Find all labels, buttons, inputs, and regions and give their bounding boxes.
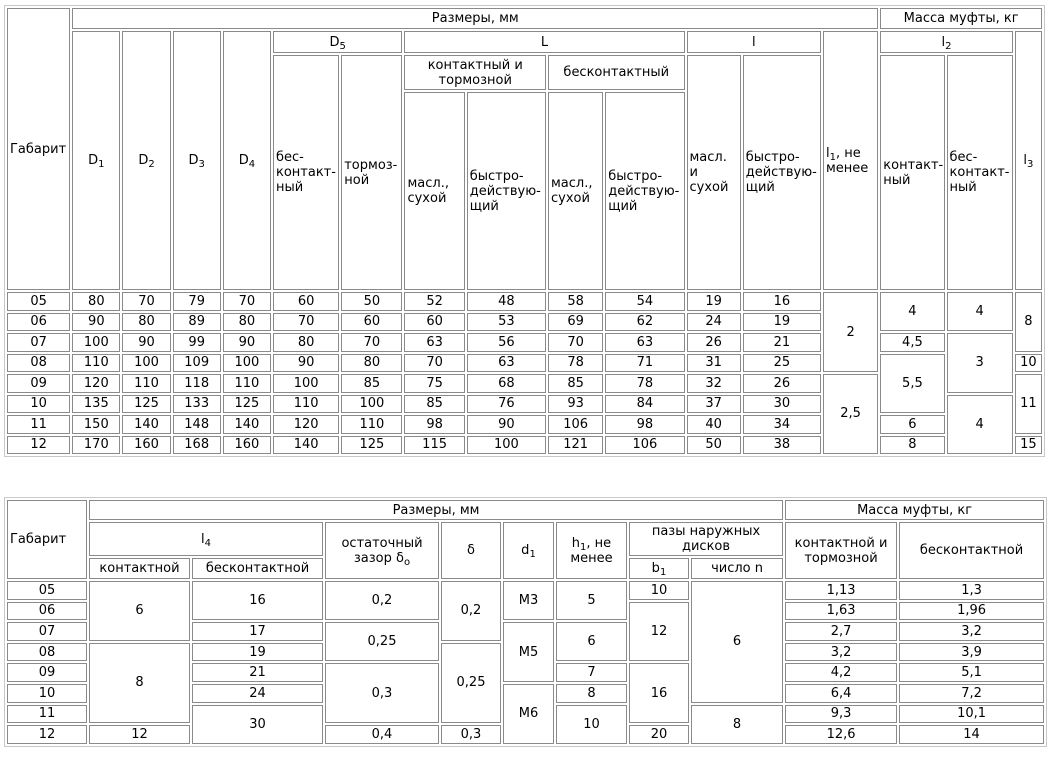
- mass-beskontakt-cell: 1,96: [899, 602, 1044, 621]
- table-cell: 16: [743, 292, 821, 311]
- mass-kontakt-cell: 1,63: [785, 602, 897, 621]
- table-cell: 110: [72, 354, 120, 373]
- table-cell: 148: [173, 415, 221, 434]
- table-cell: 110: [341, 415, 402, 434]
- table-cell: 85: [404, 395, 464, 414]
- table-cell: 140: [223, 415, 271, 434]
- gabarit-cell: 11: [7, 705, 87, 724]
- table-cell: 100: [122, 354, 170, 373]
- gabarit-cell: 12: [7, 436, 70, 454]
- chislo-cell: 6: [691, 581, 783, 703]
- header-L-k-masl: масл., сухой: [404, 92, 464, 290]
- table-cell: 100: [467, 436, 546, 454]
- gabarit-cell: 05: [7, 292, 70, 311]
- zazor-cell: 0,2: [325, 581, 439, 620]
- mass-kontakt-cell: 4: [880, 292, 944, 331]
- l4-beskontakt-cell: 24: [192, 684, 323, 703]
- header-l3: $l_3$: [1015, 31, 1042, 290]
- table-cell: 140: [273, 436, 339, 454]
- header2-l4: $l_4$: [89, 522, 323, 556]
- header2-zazor: остаточный зазор $\delta_o$: [325, 522, 439, 579]
- table-cell: 100: [341, 395, 402, 414]
- table-cell: 120: [72, 374, 120, 393]
- table-cell: 26: [743, 374, 821, 393]
- gabarit-cell: 12: [7, 725, 87, 744]
- l4-kontakt-cell: 8: [89, 643, 190, 723]
- gabarit-cell: 11: [7, 415, 70, 434]
- table-cell: 71: [605, 354, 684, 373]
- delta-cell: 0,3: [441, 725, 501, 744]
- l4-beskontakt-cell: 19: [192, 643, 323, 662]
- table-cell: 160: [223, 436, 271, 454]
- table-cell: 98: [605, 415, 684, 434]
- table-row: [7, 292, 1042, 311]
- d1-cell: М5: [503, 622, 554, 682]
- table-cell: 63: [605, 333, 684, 352]
- table-cell: 90: [122, 333, 170, 352]
- header-gabarit: Габарит: [7, 8, 70, 290]
- table-cell: 75: [404, 374, 464, 393]
- header-l1: $l_1$, не менее: [823, 31, 878, 290]
- table-cell: 100: [273, 374, 339, 393]
- header-l2: $l_2$: [880, 31, 1013, 53]
- h1-cell: 10: [556, 705, 627, 744]
- mass-kontakt-cell: 4,5: [880, 333, 944, 352]
- table-cell: 31: [687, 354, 741, 373]
- delta-cell: 0,25: [441, 643, 501, 723]
- table-cell: 85: [341, 374, 402, 393]
- header-d5-tormozn: тормоз- ной: [341, 55, 402, 290]
- header2-group-sizes: Размеры, мм: [89, 500, 783, 520]
- header-d2: $D_2$: [122, 31, 170, 290]
- h1-cell: 6: [556, 622, 627, 661]
- header-d4: $D_4$: [223, 31, 271, 290]
- table-cell: 106: [605, 436, 684, 454]
- mass-kontakt-cell: 3,2: [785, 643, 897, 662]
- h1-cell: 7: [556, 663, 627, 682]
- table-cell: 90: [72, 313, 120, 332]
- table-cell: 90: [467, 415, 546, 434]
- table-cell: 48: [467, 292, 546, 311]
- table-cell: 80: [122, 313, 170, 332]
- header2-l4-beskontakt: бесконтактной: [192, 558, 323, 579]
- l4-beskontakt-cell: 21: [192, 663, 323, 682]
- table-cell: 109: [173, 354, 221, 373]
- table-cell: 118: [173, 374, 221, 393]
- table-cell: 80: [341, 354, 402, 373]
- table-cell: 21: [743, 333, 821, 352]
- mass-beskontakt-cell: 3,2: [899, 622, 1044, 641]
- gabarit-cell: 06: [7, 602, 87, 621]
- header-d1: $D_1$: [72, 31, 120, 290]
- l1-cell: 2,5: [823, 374, 878, 454]
- header-L-b-masl: масл., сухой: [548, 92, 603, 290]
- table-cell: 100: [72, 333, 120, 352]
- table-cell: 170: [72, 436, 120, 454]
- table-cell: 168: [173, 436, 221, 454]
- header2-l4-kontakt: контактной: [89, 558, 190, 579]
- table-cell: 84: [605, 395, 684, 414]
- mass-kontakt-cell: 2,7: [785, 622, 897, 641]
- l3-cell: 15: [1015, 436, 1042, 454]
- header-mass-beskontakt: бес- контакт- ный: [947, 55, 1013, 290]
- l3-cell: 8: [1015, 292, 1042, 352]
- table-cell: 133: [173, 395, 221, 414]
- table-cell: 19: [687, 292, 741, 311]
- table-cell: 110: [273, 395, 339, 414]
- header-L: L: [404, 31, 684, 53]
- header-l-masl: масл. и сухой: [687, 55, 741, 290]
- gabarit-cell: 05: [7, 581, 87, 600]
- l3-cell: 11: [1015, 374, 1042, 434]
- table-cell: 60: [404, 313, 464, 332]
- table-cell: 69: [548, 313, 603, 332]
- table-cell: 30: [743, 395, 821, 414]
- table-cell: 121: [548, 436, 603, 454]
- header-d5: $D_5$: [273, 31, 402, 53]
- table-row: [7, 436, 1042, 454]
- mass-beskontakt-cell: 7,2: [899, 684, 1044, 703]
- table-cell: 135: [72, 395, 120, 414]
- header2-pazy: пазы наружных дисков: [629, 522, 783, 556]
- gabarit-cell: 08: [7, 354, 70, 373]
- mass-beskontakt-cell: 4: [947, 292, 1013, 331]
- table-cell: 160: [122, 436, 170, 454]
- mass-kontakt-cell: 9,3: [785, 705, 897, 724]
- b1-cell: 12: [629, 602, 689, 662]
- header-L-kontakt: контактный и тормозной: [404, 55, 546, 90]
- l4-kontakt-cell: 6: [89, 581, 190, 641]
- header2-mass-beskontakt: бесконтактной: [899, 522, 1044, 579]
- mass-kontakt-cell: 12,6: [785, 725, 897, 744]
- mass-kontakt-cell: 5,5: [880, 354, 944, 414]
- table-cell: 26: [687, 333, 741, 352]
- table2-body: [7, 581, 1044, 744]
- l3-cell: 10: [1015, 354, 1042, 373]
- header2-chislo: число n: [691, 558, 783, 579]
- table-cell: 54: [605, 292, 684, 311]
- table-cell: 90: [273, 354, 339, 373]
- table-cell: 110: [223, 374, 271, 393]
- zazor-cell: 0,4: [325, 725, 439, 744]
- chislo-cell: 8: [691, 705, 783, 744]
- table-cell: 78: [605, 374, 684, 393]
- table-cell: 79: [173, 292, 221, 311]
- table-cell: 70: [404, 354, 464, 373]
- table-cell: 63: [404, 333, 464, 352]
- table-cell: 100: [223, 354, 271, 373]
- table-cell: 62: [605, 313, 684, 332]
- mass-beskontakt-cell: 5,1: [899, 663, 1044, 682]
- gabarit-cell: 09: [7, 374, 70, 393]
- header-L-b-bystro: быстро- действую- щий: [605, 92, 684, 290]
- h1-cell: 8: [556, 684, 627, 703]
- l4-beskontakt-cell: 16: [192, 581, 323, 620]
- gabarit-cell: 09: [7, 663, 87, 682]
- mass-kontakt-cell: 6: [880, 415, 944, 434]
- mass-beskontakt-cell: 3: [947, 333, 1013, 393]
- d1-cell: М3: [503, 581, 554, 620]
- table-cell: 24: [687, 313, 741, 332]
- table-cell: 80: [223, 313, 271, 332]
- table-cell: 32: [687, 374, 741, 393]
- gabarit-cell: 10: [7, 395, 70, 414]
- table-sizes-extra: [4, 497, 1047, 747]
- header2-group-mass: Масса муфты, кг: [785, 500, 1044, 520]
- b1-cell: 20: [629, 725, 689, 744]
- table-cell: 99: [173, 333, 221, 352]
- l4-beskontakt-cell: 17: [192, 622, 323, 641]
- table-cell: 70: [548, 333, 603, 352]
- gabarit-cell: 08: [7, 643, 87, 662]
- b1-cell: 10: [629, 581, 689, 600]
- l4-beskontakt-cell: 30: [192, 705, 323, 744]
- header2-d1: $d_1$: [503, 522, 554, 579]
- table-cell: 25: [743, 354, 821, 373]
- table-cell: 63: [467, 354, 546, 373]
- d1-cell: М6: [503, 684, 554, 744]
- mass-kontakt-cell: 1,13: [785, 581, 897, 600]
- header-L-beskontakt: бесконтактный: [548, 55, 685, 90]
- table-cell: 52: [404, 292, 464, 311]
- table-row: [7, 415, 1042, 434]
- mass-beskontakt-cell: 10,1: [899, 705, 1044, 724]
- table-cell: 85: [548, 374, 603, 393]
- table-cell: 37: [687, 395, 741, 414]
- header-group-sizes: Размеры, мм: [72, 8, 878, 29]
- table-cell: 60: [273, 292, 339, 311]
- mass-beskontakt-cell: 4: [947, 395, 1013, 454]
- gabarit-cell: 07: [7, 333, 70, 352]
- h1-cell: 5: [556, 581, 627, 620]
- gabarit-cell: 07: [7, 622, 87, 641]
- table-cell: 58: [548, 292, 603, 311]
- table-cell: 78: [548, 354, 603, 373]
- header-l: l: [687, 31, 822, 53]
- table-cell: 19: [743, 313, 821, 332]
- table-cell: 40: [687, 415, 741, 434]
- table-cell: 150: [72, 415, 120, 434]
- mass-kontakt-cell: 4,2: [785, 663, 897, 682]
- table-cell: 68: [467, 374, 546, 393]
- table-cell: 53: [467, 313, 546, 332]
- table-cell: 80: [273, 333, 339, 352]
- table-cell: 76: [467, 395, 546, 414]
- zazor-cell: 0,3: [325, 663, 439, 723]
- table-cell: 70: [273, 313, 339, 332]
- gabarit-cell: 10: [7, 684, 87, 703]
- zazor-cell: 0,25: [325, 622, 439, 661]
- table-cell: 93: [548, 395, 603, 414]
- table-cell: 98: [404, 415, 464, 434]
- l1-cell: 2: [823, 292, 878, 372]
- mass-kontakt-cell: 6,4: [785, 684, 897, 703]
- header2-mass-kontakt: контактной и тормозной: [785, 522, 897, 579]
- mass-beskontakt-cell: 1,3: [899, 581, 1044, 600]
- table-sizes-main: [4, 5, 1045, 457]
- table-row: [7, 333, 1042, 352]
- gabarit-cell: 06: [7, 313, 70, 332]
- mass-beskontakt-cell: 3,9: [899, 643, 1044, 662]
- header-l-bystro: быстро- действую- щий: [743, 55, 821, 290]
- b1-cell: 16: [629, 663, 689, 723]
- table-cell: 90: [223, 333, 271, 352]
- header-d3: $D_3$: [173, 31, 221, 290]
- table-cell: 125: [122, 395, 170, 414]
- header2-delta: δ: [441, 522, 501, 579]
- table-cell: 120: [273, 415, 339, 434]
- delta-cell: 0,2: [441, 581, 501, 641]
- header-d5-beskontaktny: бес- контакт- ный: [273, 55, 339, 290]
- table-cell: 89: [173, 313, 221, 332]
- table-cell: 115: [404, 436, 464, 454]
- header2-h1: $h_1$, не менее: [556, 522, 627, 579]
- mass-kontakt-cell: 8: [880, 436, 944, 454]
- table-cell: 56: [467, 333, 546, 352]
- table-cell: 38: [743, 436, 821, 454]
- table-cell: 50: [341, 292, 402, 311]
- header-group-mass: Масса муфты, кг: [880, 8, 1042, 29]
- table-cell: 80: [72, 292, 120, 311]
- table-cell: 70: [122, 292, 170, 311]
- header-L-k-bystro: быстро- действую- щий: [467, 92, 546, 290]
- table-cell: 50: [687, 436, 741, 454]
- table-cell: 70: [223, 292, 271, 311]
- header2-gabarit: Габарит: [7, 500, 87, 579]
- table-cell: 70: [341, 333, 402, 352]
- l4-kontakt-cell: 12: [89, 725, 190, 744]
- table-cell: 125: [341, 436, 402, 454]
- header-mass-kontakt: контакт- ный: [880, 55, 944, 290]
- mass-beskontakt-cell: 14: [899, 725, 1044, 744]
- table1-body: [7, 292, 1042, 454]
- table-cell: 34: [743, 415, 821, 434]
- table-cell: 125: [223, 395, 271, 414]
- table-cell: 110: [122, 374, 170, 393]
- table-cell: 60: [341, 313, 402, 332]
- table-row: [7, 354, 1042, 373]
- table-row: [7, 581, 1044, 600]
- header2-b1: $b_1$: [629, 558, 689, 579]
- table-cell: 140: [122, 415, 170, 434]
- table-cell: 106: [548, 415, 603, 434]
